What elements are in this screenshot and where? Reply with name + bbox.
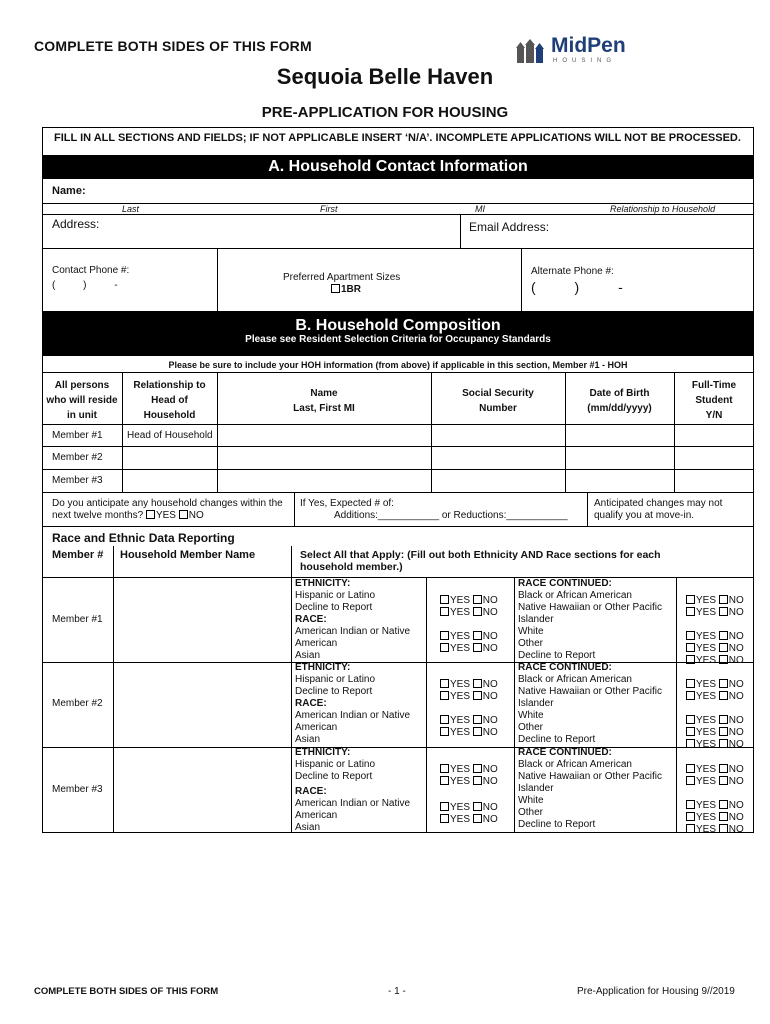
no-label: NO [482, 595, 498, 606]
race-m2-race-heading: RACE: [295, 698, 327, 709]
no-label: NO [482, 679, 498, 690]
yes-no-pair [440, 802, 498, 813]
checkbox-yes[interactable] [440, 643, 449, 652]
yes-no-pair [686, 655, 744, 666]
header-name-line1: Name [310, 388, 338, 399]
yes-no-pair [686, 824, 744, 835]
yes-label: YES [696, 715, 717, 726]
header-all-persons-line3: in unit [67, 410, 97, 421]
race-member-2-left [295, 662, 410, 746]
no-label: NO [482, 727, 498, 738]
preferred-apt-1br[interactable] [331, 284, 361, 295]
yes-label: YES [696, 776, 717, 787]
member-row-3-label: Member #3 [52, 475, 103, 486]
no-label: NO [728, 715, 744, 726]
checkbox-yes[interactable] [440, 715, 449, 724]
name-first-sub: First [320, 204, 338, 214]
member-row-1-label: Member #1 [52, 430, 103, 441]
header-all-persons [42, 378, 122, 423]
yes-label: YES [450, 631, 471, 642]
header-ssn-line2: Number [479, 403, 517, 414]
alt-phone-format: ( ) - [531, 279, 623, 295]
race-member-1-left [295, 578, 410, 662]
checkbox-no[interactable] [719, 739, 728, 748]
race-m3-hawaiian: Native Hawaiian or Other Pacific [518, 771, 662, 782]
no-label: NO [728, 631, 744, 642]
footer-right: Pre-Application for Housing 9//2019 [577, 986, 735, 997]
yes-no-pair [440, 679, 498, 690]
checkbox-yes[interactable] [686, 595, 695, 604]
checkbox-no[interactable] [719, 595, 728, 604]
yes-label: YES [696, 631, 717, 642]
yes-no-pair [686, 679, 744, 690]
race-m3-american: American [295, 810, 338, 821]
no-label: NO [728, 643, 744, 654]
anticipated-note-line1: Anticipated changes may not [594, 498, 723, 509]
race-m1-hawaiian: Native Hawaiian or Other Pacific [518, 602, 662, 613]
race-m2-hawaiian: Native Hawaiian or Other Pacific [518, 686, 662, 697]
instructions: FILL IN ALL SECTIONS AND FIELDS; IF NOT APPLICABLE INSERT ‘N/A’. INCOMPLETE APPLICATIONS WILL NOT BE PROCESSED. [54, 132, 741, 144]
yes-label: YES [696, 643, 717, 654]
yes-label: YES [696, 812, 717, 823]
no-label: NO [728, 739, 744, 750]
checkbox-yes[interactable] [686, 727, 695, 736]
race-m3-race-cont-heading: RACE CONTINUED: [518, 747, 612, 758]
race-m2-amer-indian: American Indian or Native [295, 710, 411, 721]
race-m3-asian: Asian [295, 822, 321, 833]
checkbox-no[interactable] [719, 812, 728, 821]
yes-label: YES [696, 595, 717, 606]
preferred-apt-label: Preferred Apartment Sizes [283, 272, 401, 283]
no-label: NO [728, 655, 744, 666]
race-m2-hispanic: Hispanic or Latino [295, 674, 376, 685]
race-m1-hispanic: Hispanic or Latino [295, 590, 376, 601]
race-m3-amer-indian: American Indian or Native [295, 798, 411, 809]
race-m3-race-heading: RACE: [295, 786, 327, 797]
anticipated-note-line2: qualify you at move-in. [594, 510, 695, 521]
checkbox-1br[interactable] [331, 284, 340, 293]
yes-no-pair [440, 764, 498, 775]
race-m3-black: Black or African American [518, 759, 632, 770]
yes-label: YES [696, 739, 717, 750]
checkbox-no[interactable] [473, 727, 482, 736]
checkbox-no[interactable] [719, 607, 728, 616]
yes-no-pair [440, 776, 498, 787]
checkbox-no[interactable] [719, 631, 728, 640]
checkbox-no[interactable] [719, 715, 728, 724]
yes-label: YES [450, 764, 471, 775]
yes-label: YES [696, 824, 717, 835]
header-all-persons-line1: All persons [54, 380, 110, 391]
logo-subtext: HOUSING [553, 58, 617, 64]
checkbox-no[interactable] [719, 655, 728, 664]
no-label: NO [482, 715, 498, 726]
checkbox-no[interactable] [719, 764, 728, 773]
checkbox-no[interactable] [473, 764, 482, 773]
no-label: NO [728, 764, 744, 775]
checkbox-yes[interactable] [686, 631, 695, 640]
yes-no-pair [686, 800, 744, 811]
checkbox-no[interactable] [719, 691, 728, 700]
checkbox-no[interactable] [473, 715, 482, 724]
address-label: Address: [52, 217, 100, 231]
checkbox-no[interactable] [473, 691, 482, 700]
checkbox-no[interactable] [719, 679, 728, 688]
midpen-logo [516, 34, 636, 68]
checkbox-yes[interactable] [686, 643, 695, 652]
race-col-name: Household Member Name [120, 549, 256, 561]
race-m2-asian: Asian [295, 734, 321, 745]
no-label: NO [728, 607, 744, 618]
checkbox-no[interactable] [473, 631, 482, 640]
no-label: NO [728, 595, 744, 606]
race-instruction-line1: Select All that Apply: (Fill out both Ethnicity AND Race sections for each [300, 549, 661, 561]
checkbox-no[interactable] [719, 643, 728, 652]
yes-label: YES [450, 607, 471, 618]
yes-no-pair [440, 691, 498, 702]
no-label: NO [728, 679, 744, 690]
race-m1-decline-race: Decline to Report [518, 650, 596, 661]
race-m1-asian: Asian [295, 650, 321, 661]
checkbox-no[interactable] [719, 824, 728, 833]
checkbox-no[interactable] [473, 595, 482, 604]
form-title: Sequoia Belle Haven [276, 64, 494, 89]
header-dob [565, 386, 674, 416]
race-instruction [300, 549, 661, 573]
race-member-2-label: Member #2 [52, 698, 103, 709]
member-row-1-relationship: Head of Household [127, 430, 213, 441]
yes-label: YES [450, 643, 471, 654]
race-m2-islander: Islander [518, 698, 554, 709]
checkbox-no[interactable] [473, 643, 482, 652]
yes-no-pair [440, 727, 498, 738]
no-label: NO [482, 814, 498, 825]
checkbox-yes[interactable] [440, 814, 449, 823]
no-label: NO [728, 776, 744, 787]
no-label: NO [728, 824, 744, 835]
yes-label: YES [696, 691, 717, 702]
race-m2-decline-eth: Decline to Report [295, 686, 373, 697]
footer-left: COMPLETE BOTH SIDES OF THIS FORM [34, 986, 219, 997]
checkbox-yes[interactable] [440, 776, 449, 785]
race-m2-american: American [295, 722, 338, 733]
header-dob-line2: (mm/dd/yyyy) [587, 403, 652, 414]
header-name [217, 386, 431, 416]
yes-no-pair [686, 715, 744, 726]
checkbox-no[interactable] [473, 814, 482, 823]
race-m1-white: White [518, 626, 544, 637]
race-m2-white: White [518, 710, 544, 721]
checkbox-yes[interactable] [686, 679, 695, 688]
checkbox-no[interactable] [719, 727, 728, 736]
section-b-subtitle: Please see Resident Selection Criteria for Occupancy Standards [245, 334, 551, 345]
checkbox-no[interactable] [473, 802, 482, 811]
checkbox-yes[interactable] [440, 802, 449, 811]
race-m3-decline-eth: Decline to Report [295, 771, 373, 782]
additions-reductions: Additions:___________ or Reductions:___________ [334, 510, 568, 521]
no-label: NO [728, 812, 744, 823]
changes-yes-label: YES [155, 510, 176, 521]
race-m3-hispanic: Hispanic or Latino [295, 759, 376, 770]
no-label: NO [482, 631, 498, 642]
checkbox-no[interactable] [719, 776, 728, 785]
no-label: NO [482, 776, 498, 787]
name-relationship-sub: Relationship to Household [610, 204, 716, 214]
race-member-3-right [518, 747, 662, 831]
header-ssn [431, 386, 565, 416]
checkbox-yes[interactable] [440, 607, 449, 616]
race-m1-race-cont-heading: RACE CONTINUED: [518, 578, 612, 589]
race-m2-other: Other [518, 722, 544, 733]
yes-no-pair [686, 595, 744, 606]
yes-no-pair [440, 595, 498, 606]
header-student-line1: Full-Time [691, 380, 737, 391]
name-mi-sub: MI [475, 204, 485, 214]
no-label: NO [482, 764, 498, 775]
section-b-title: B. Household Composition [295, 317, 501, 334]
yes-label: YES [696, 727, 717, 738]
race-m2-race-cont-heading: RACE CONTINUED: [518, 662, 612, 673]
race-m3-white: White [518, 795, 544, 806]
race-m1-black: Black or African American [518, 590, 632, 601]
race-m1-islander: Islander [518, 614, 554, 625]
checkbox-no[interactable] [473, 607, 482, 616]
no-label: NO [482, 607, 498, 618]
no-label: NO [728, 800, 744, 811]
checkbox-yes[interactable] [686, 764, 695, 773]
yes-label: YES [696, 655, 717, 666]
race-m2-black: Black or African American [518, 674, 632, 685]
no-label: NO [482, 643, 498, 654]
race-m1-decline-eth: Decline to Report [295, 602, 373, 613]
hoh-note: Please be sure to include your HOH information (from above) if applicable in this section, Member #1 - HOH [168, 360, 628, 370]
race-m3-islander: Islander [518, 783, 554, 794]
race-m2-ethnicity-heading: ETHNICITY: [295, 662, 351, 673]
checkbox-yes[interactable] [686, 824, 695, 833]
checkbox-yes[interactable] [686, 715, 695, 724]
yes-label: YES [450, 679, 471, 690]
yes-no-pair [440, 643, 498, 654]
checkbox-yes[interactable] [686, 691, 695, 700]
yes-label: YES [696, 800, 717, 811]
race-member-2-right [518, 662, 662, 746]
yes-label: YES [450, 802, 471, 813]
yes-no-pair [686, 691, 744, 702]
houses-logo-icon [516, 39, 548, 63]
header-student-line3: Y/N [705, 410, 723, 421]
header-relationship-line1: Relationship to [133, 380, 206, 391]
checkbox-yes[interactable] [440, 764, 449, 773]
no-label: NO [482, 802, 498, 813]
yes-label: YES [696, 607, 717, 618]
checkbox-changes-no[interactable] [179, 510, 188, 519]
checkbox-no[interactable] [473, 776, 482, 785]
no-label: NO [482, 691, 498, 702]
race-member-3-label: Member #3 [52, 784, 103, 795]
checkbox-no[interactable] [719, 800, 728, 809]
race-m1-american: American [295, 638, 338, 649]
preferred-apt-1br-label: 1BR [341, 284, 362, 295]
no-label: NO [728, 727, 744, 738]
checkbox-yes[interactable] [686, 739, 695, 748]
yes-no-pair [686, 727, 744, 738]
checkbox-yes[interactable] [686, 607, 695, 616]
yes-no-pair [686, 607, 744, 618]
header-student [674, 378, 754, 423]
alt-phone-label: Alternate Phone #: [531, 266, 614, 277]
yes-label: YES [450, 595, 471, 606]
checkbox-yes[interactable] [686, 800, 695, 809]
header-relationship-line2: Head of [151, 395, 188, 406]
contact-phone-label: Contact Phone #: [52, 265, 130, 276]
checkbox-yes[interactable] [440, 691, 449, 700]
header-name-line2: Last, First MI [293, 403, 355, 414]
race-member-1-label: Member #1 [52, 614, 103, 625]
race-instruction-line2: household member.) [300, 561, 403, 573]
checkbox-yes[interactable] [440, 631, 449, 640]
section-b-header [42, 311, 754, 355]
race-m3-decline-race: Decline to Report [518, 819, 596, 830]
anticipated-note [594, 498, 722, 522]
changes-question-line1: Do you anticipate any household changes within the [52, 498, 283, 509]
header-relationship [122, 378, 217, 423]
yes-no-pair [440, 631, 498, 642]
changes-no-label: NO [188, 510, 204, 521]
checkbox-yes[interactable] [440, 595, 449, 604]
yes-label: YES [450, 776, 471, 787]
yes-no-pair [686, 812, 744, 823]
race-m3-ethnicity-heading: ETHNICITY: [295, 747, 351, 758]
checkbox-yes[interactable] [686, 776, 695, 785]
yes-no-pair [686, 631, 744, 642]
header-relationship-line3: Household [143, 410, 196, 421]
race-m1-other: Other [518, 638, 544, 649]
form-subtitle: PRE-APPLICATION FOR HOUSING [261, 104, 509, 121]
yes-no-pair [686, 764, 744, 775]
name-last-sub: Last [122, 204, 140, 214]
changes-question-line2: next twelve months? [52, 510, 144, 521]
race-col-member: Member # [52, 549, 104, 561]
yes-label: YES [450, 727, 471, 738]
header-all-persons-line2: who will reside [46, 395, 118, 406]
header-dob-line1: Date of Birth [589, 388, 650, 399]
race-title: Race and Ethnic Data Reporting [52, 531, 235, 545]
race-m1-race-heading: RACE: [295, 614, 327, 625]
race-member-1-right [518, 578, 662, 662]
race-m3-other: Other [518, 807, 544, 818]
checkbox-yes[interactable] [686, 655, 695, 664]
yes-label: YES [696, 679, 717, 690]
checkbox-yes[interactable] [440, 679, 449, 688]
header-student-line2: Student [695, 395, 733, 406]
yes-no-pair [686, 776, 744, 787]
yes-label: YES [696, 764, 717, 775]
yes-label: YES [450, 715, 471, 726]
footer-page-number: - 1 - [388, 986, 406, 997]
name-label: Name: [52, 185, 86, 197]
checkbox-changes-yes[interactable] [146, 510, 155, 519]
header-ssn-line1: Social Security [462, 388, 534, 399]
changes-question [52, 498, 283, 522]
yes-no-pair [686, 643, 744, 654]
race-m2-decline-race: Decline to Report [518, 734, 596, 745]
logo-wordmark: MidPen [551, 34, 626, 57]
yes-no-pair [440, 715, 498, 726]
if-yes-label: If Yes, Expected # of: [300, 498, 394, 509]
no-label: NO [728, 691, 744, 702]
contact-phone-format: ( ) - [52, 280, 118, 291]
checkbox-no[interactable] [473, 679, 482, 688]
section-a-header: A. Household Contact Information [42, 155, 754, 179]
yes-no-pair [440, 607, 498, 618]
yes-no-pair [440, 814, 498, 825]
race-member-3-left [295, 747, 410, 834]
yes-label: YES [450, 691, 471, 702]
yes-label: YES [450, 814, 471, 825]
race-m1-ethnicity-heading: ETHNICITY: [295, 578, 351, 589]
yes-no-pair [686, 739, 744, 750]
email-label: Email Address: [469, 220, 550, 234]
race-m1-amer-indian: American Indian or Native [295, 626, 411, 637]
checkbox-yes[interactable] [686, 812, 695, 821]
top-note: COMPLETE BOTH SIDES OF THIS FORM [34, 38, 312, 54]
checkbox-yes[interactable] [440, 727, 449, 736]
member-row-2-label: Member #2 [52, 452, 103, 463]
